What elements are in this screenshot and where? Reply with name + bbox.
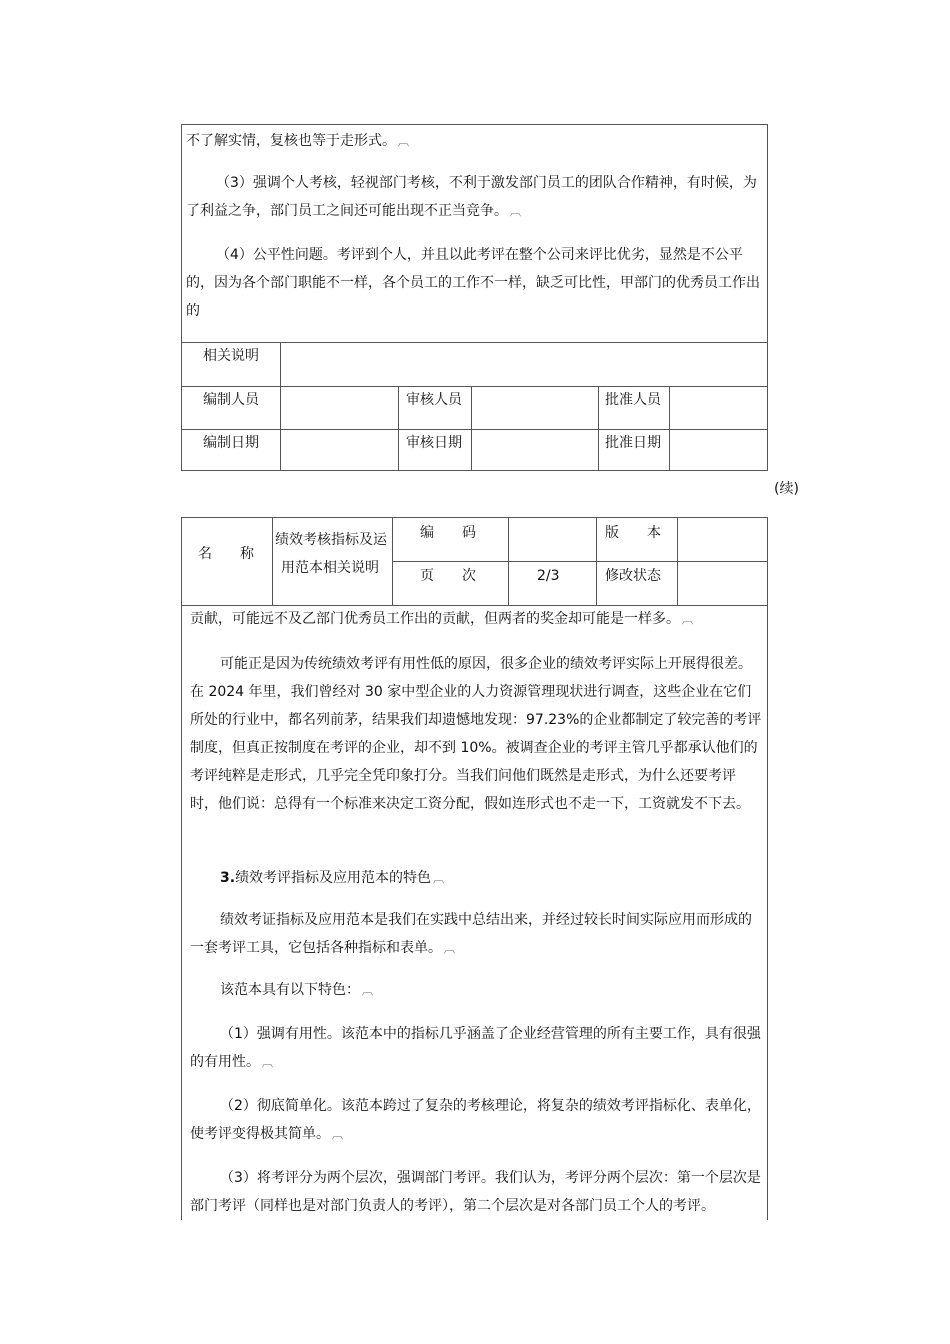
approved-by-label: 批准人员 [605, 392, 661, 408]
table-divider [182, 342, 768, 343]
revision-label: 修改状态 [605, 568, 661, 584]
approved-date-label: 批准日期 [605, 435, 661, 451]
paragraph-intro: 绩效考证指标及应用范本是我们在实践中总结出来，并经过较长时间实际应用而形成的一套考评工具，它包括各种指标和表单。 ︹ [190, 912, 752, 956]
reviewed-by-label: 审核人员 [406, 392, 462, 408]
reviewed-date-label: 审核日期 [406, 435, 462, 451]
paragraph-point-3: （3）强调个人考核，轻视部门考核，不利于激发部门员工的团队合作精神，有时候，为了利益之争，部门员工之间还可能出现不正当竞争。 ︹ [186, 175, 757, 219]
prepared-date-label: 编制日期 [203, 435, 259, 451]
document-name-line-1: 绩效考核指标及运 [275, 532, 387, 548]
table-divider [272, 518, 273, 605]
name-label: 名 称 [198, 546, 254, 562]
table-divider [471, 386, 472, 471]
table-divider [598, 386, 599, 471]
paragraph-continuation: 不了解实情，复核也等于走形式。 ︹ [186, 133, 409, 149]
document-section-2 [181, 517, 768, 1220]
page-value: 2/3 [537, 568, 560, 584]
table-divider [182, 429, 768, 430]
prepared-by-label: 编制人员 [203, 392, 259, 408]
table-divider [280, 342, 281, 471]
paragraph-point-4: （4）公平性问题。考评到个人，并且以此考评在整个公司来评比优劣，显然是不公平的，因为各个部门职能不一样，各个员工的工作不一样，缺乏可比性，甲部门的优秀员工作出的 [186, 247, 760, 319]
paragraph-feature-2: （2）彻底简单化。该范本跨过了复杂的考核理论，将复杂的绩效考评指标化、表单化，使考评变得极其简单。 ︹ [190, 1098, 761, 1142]
table-divider [392, 561, 768, 562]
section-heading-3: 3.绩效考评指标及应用范本的特色 ︹ [220, 870, 445, 886]
document-section-1 [181, 124, 768, 471]
paragraph-contribution: 贡献，可能远不及乙部门优秀员工作出的贡献，但两者的奖金却可能是一样多。 ︹ [190, 611, 693, 627]
paragraph-features: 该范本具有以下特色： ︹ [220, 982, 373, 998]
table-divider [182, 386, 768, 387]
document-name-line-2: 用范本相关说明 [281, 560, 379, 576]
version-label: 版 本 [605, 525, 661, 541]
paragraph-feature-1: （1）强调有用性。该范本中的指标几乎涵盖了企业经营管理的所有主要工作，具有很强的有用性。 ︹ [190, 1026, 761, 1070]
continued-label: (续) [774, 481, 799, 497]
paragraph-survey: 可能正是因为传统绩效考评有用性低的原因，很多企业的绩效考评实际上开展得很差。在 2024 年里，我们曾经对 30 家中型企业的人力资源管理现状进行调查，这些企业在它们所处的行业中，都名列前茅，结果我们却遗憾地发现：97.23%的企业都制定了较完善的考评制度，但真正按制度在考评的企业，却不到 10%。被调查企业的考评主管几乎都承认他们的考评纯粹是走形式，几乎完全凭印象打分。当我们问他们既然是走形式，为什么还要考评时，他们说：总得有一个标准来决定工资分配，假如连形式也不走一下，工资就发不下去。 [190, 656, 762, 812]
page-label: 页 次 [420, 568, 476, 584]
table-divider [398, 386, 399, 471]
table-divider [669, 386, 670, 471]
paragraph-feature-3: （3）将考评分为两个层次，强调部门考评。我们认为，考评分两个层次：第一个层次是部门考评（同样也是对部门负责人的考评），第二个层次是对各部门员工个人的考评。 [190, 1170, 761, 1214]
code-label: 编 码 [420, 525, 476, 541]
related-notes-label: 相关说明 [203, 348, 259, 364]
